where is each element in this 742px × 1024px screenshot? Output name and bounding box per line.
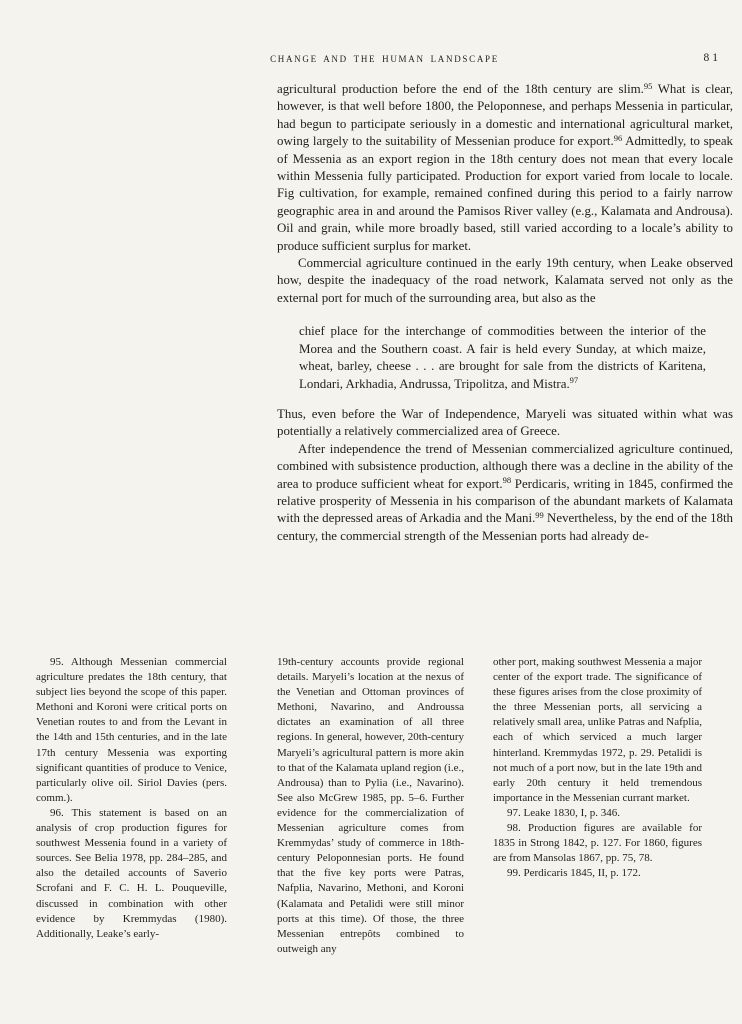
- body-text: [277, 81, 733, 545]
- footnote-column-1: [36, 655, 227, 942]
- footnote-reference-98: 98: [502, 475, 512, 486]
- body-paragraph: Commercial agriculture continued in the early 19th century, when Leake observed how, despite the inadequacy of the road network, Kalamata served not only as the external port for much of the surrounding area, but also as the: [277, 256, 733, 305]
- page-number: 81: [703, 52, 721, 64]
- footnote-paragraph: 97. Leake 1830, I, p. 346.: [507, 806, 621, 819]
- running-title: CHANGE AND THE HUMAN LANDSCAPE: [270, 54, 499, 64]
- footnote-paragraph: 19th-century accounts provide regional details. Maryeli’s location at the nexus of the Venetian and Ottoman provinces of Methoni, Navarino, and Androussa dictates an examination of all three regions. In general, however, 20th-century Maryeli’s agricultural pattern is more akin to that of the Kalamata upland region (i.e., Androusa) than to Pylia (i.e., Navarino). See also McGrew 1985, pp. 5–6. Further evidence for the commercialization of Messenian agriculture comes from Kremmydas’ study of commerce in 18th-century Peloponnesian ports. He found that the five key ports were Patras, Nafplia, Navarino, Methoni, and Koroni (Kalamata and Petalidi were still minor ports at this time). Of those, the three Messenian entrepôts combined to outweigh any: [277, 656, 464, 955]
- footnote-column-2: [277, 655, 464, 957]
- footnote-reference-97: 97: [569, 375, 579, 385]
- block-quote: chief place for the interchange of commodities between the interior of the Morea and the Southern coast. A fair is held every Sunday, at which maize, wheat, barley, cheese . . . are brought for sale from the districts of Karitena, Londari, Arkhadia, Andrussa, Tripolitza, and Mistra.$^{97}$: [299, 324, 706, 391]
- footnote-paragraph: 96. This statement is based on an analysis of crop production figures for southwest Messenia found in a variety of sources. See Belia 1978, pp. 284–285, and also the detailed accounts of Saverio Scrofani and F. C. H. L. Pouqueville, discussed in combination with other evidence by Kremmydas (1980). Additionally, Leake’s early-: [36, 806, 227, 940]
- footnote-reference-95: 95: [643, 80, 653, 91]
- footnote-paragraph: 98. Production figures are available for 1835 in Strong 1842, p. 127. For 1860, figures are from Mansolas 1867, pp. 75, 78.: [493, 822, 702, 865]
- footnote-paragraph: other port, making southwest Messenia a major center of the export trade. The significance of these figures arises from the close proximity of the three Messenian ports, all servicing a relatively small area, unlike Patras and Nafplia, each of which serviced a much larger hinterland. Kremmydas 1972, p. 29. Petalidi is not much of a port now, but in the late 19th and early 20th century it held tremendous importance in the Messenian currant market.: [493, 656, 702, 804]
- body-paragraph: agricultural production before the end of the 18th century are slim.$^{95}$ What is clear, however, is that well before 1800, the Peloponnese, and perhaps Messenia in particular, had begun to participate seriously in a domestic and international agricultural market, owing largely to the suitability of Messenian produce for export.$^{96}$ Admittedly, to speak of Messenia as an export region in the 18th century does not mean that every locale within Messenia fully participated. Production for export varied from locale to locale. Fig cultivation, for example, remained confined during this period to a fairly narrow geographic area in and around the Pamisos River valley (e.g., Kalamata and Androusa). Oil and grain, while more broadly based, still varied according to a locale’s ability to produce sufficient surplus for market.: [277, 80, 733, 253]
- body-paragraph: Thus, even before the War of Independence, Maryeli was situated within what was potentially a relatively commercialized area of Greece.: [277, 406, 733, 439]
- footnotes-section: [0, 655, 742, 1005]
- footnote-paragraph: 95. Although Messenian commercial agriculture predates the 18th century, that subject lies beyond the scope of this paper. Methoni and Koroni were critical ports on Venetian routes to and from the Levant in the 14th and 15th centuries, and in the late 17th century Messenia was exporting significant quantities of produce to Venice, particularly olive oil. Siriol Davies (pers. comm.).: [36, 656, 227, 804]
- footnote-paragraph: 99. Perdicaris 1845, II, p. 172.: [507, 867, 641, 880]
- page-header: [36, 54, 733, 68]
- footnote-reference-99: 99: [535, 509, 544, 520]
- footnote-reference-96: 96: [613, 132, 623, 143]
- body-paragraph: After independence the trend of Messenian commercialized agriculture continued, combined with subsistence production, although there was a decline in the ability of the area to produce sufficient wheat for export.$^{98}$ Perdicaris, writing in 1845, confirmed the relative prosperity of Messenia in his comparison of the abundant markets of Kalamata with the depressed areas of Arkadia and the Mani.$^{99}$ Nevertheless, by the end of the 18th century, the commercial strength of the Messenian ports had already de-: [277, 441, 733, 543]
- footnote-column-3: [493, 655, 702, 881]
